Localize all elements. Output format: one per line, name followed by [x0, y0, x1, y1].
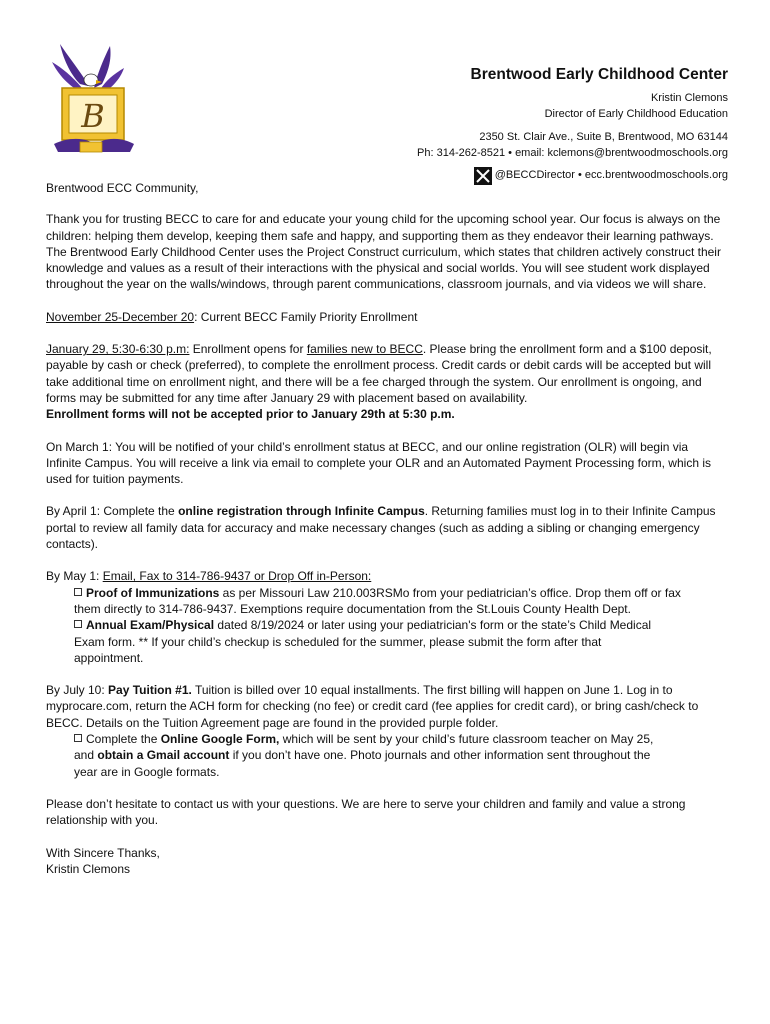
intro-paragraph: Thank you for trusting BECC to care for and educate your young child for the upcoming school year. Our focus is always on the children: helping them develop, keeping them safe and happy, and supporting them as they endeavor their learning pathways. The Brentwood Early Childhood Center uses the Project Construct curriculum, which states that children actively construct their knowledge and values as a result of their interactions with the physical and social worlds. You will see student work displayed throughout the year on the walls/windows, through parent communications, classroom journals, and via videos we will share.	[46, 212, 721, 292]
checkbox-icon	[74, 620, 82, 628]
new-families-text: families new to BECC	[306, 342, 423, 357]
address: 2350 St. Clair Ave., Suite B, Brentwood, MO 63144	[479, 131, 728, 143]
greeting: Brentwood ECC Community,	[46, 181, 199, 195]
checkbox-icon	[74, 588, 82, 596]
director-title: Director of Early Childhood Education	[544, 107, 728, 120]
letterhead	[268, 66, 728, 190]
director-name: Kristin Clemons	[650, 92, 728, 104]
organization-name: Brentwood Early Childhood Center	[470, 66, 728, 83]
signature-name: Kristin Clemons	[46, 861, 131, 876]
signoff: With Sincere Thanks,	[46, 845, 160, 860]
checkbox-icon	[74, 734, 82, 742]
may-section: By May 1: Email, Fax to 314-786-9437 or Drop Off in-Person: Proof of Immunizations as per Missouri Law 210.003RSMo from your pediatrician’s office. Drop them off or fax them directly to 314-786-9437. Exemptions require documentation from the St.Louis County Health Dept. Annual Exam/Physical dated 8/19/2024 or later using your pediatrician's form or the state’s Child Medical Exam form. ** If your child’s checkup is scheduled for the summer, please submit the form after that appointment.	[46, 568, 726, 666]
november-date: November 25-December 20	[46, 309, 195, 324]
google-form-item: Complete the Online Google Form, which will be sent by your child’s future classroom teacher on May 25,	[46, 731, 726, 747]
march-paragraph: On March 1: You will be notified of your child’s enrollment status at BECC, and our online registration (OLR) will begin via Infinite Campus. You will receive a link via email to complete your OLR and an Automated Payment Processing form, which is used for tuition payments.	[46, 439, 711, 487]
immunizations-item: Proof of Immunizations as per Missouri Law 210.003RSMo from your pediatrician’s office. Drop them off or fax	[46, 585, 726, 601]
january-date: January 29, 5:30-6:30 p.m:	[46, 342, 190, 357]
letter-body	[46, 180, 726, 877]
school-logo	[50, 38, 138, 160]
svg-text:B: B	[81, 97, 105, 135]
july-section: By July 10: Pay Tuition #1. Tuition is billed over 10 equal installments. The first billing will happen on June 1. Log in to myprocare.com, return the ACH form for checking (no fee) or credit card (fee applies for credit card), or bring cash/check to BECC. Details on the Tuition Agreement page are found in the provided purple folder. Complete the Online Google Form, which will be sent by your child’s future classroom teacher on May 25, and obtain a Gmail account if you don’t have one. Photo journals and other information sent throughout the year are in Google formats.	[46, 682, 726, 780]
closing-paragraph: Please don’t hesitate to contact us with your questions. We are here to serve your children and family and value a strong relationship with you.	[46, 796, 686, 828]
april-paragraph: By April 1: Complete the online registration through Infinite Campus. Returning families must log in to their Infinite Campus portal to review all family data for accuracy and make necessary changes (such as adding a sibling or changing emergency contacts).	[46, 504, 716, 552]
contact-info: Ph: 314-262-8521 • email: kclemons@brentwoodmoschools.org	[417, 146, 728, 159]
january-paragraph: January 29, 5:30-6:30 p.m: Enrollment opens for families new to BECC. Please bring the enrollment form and a $100 deposit, payable by cash or check (preferred), to complete the enrollment process. Credit cards or debit cards will be accepted but will take additional time on enrollment night, and there will be a fee charged through the system. Our enrollment is ongoing, and forms may be submitted for any time after January 29 with placement based on availability. Enrollment forms will not be accepted prior to January 29th at 5:30 p.m.	[46, 342, 712, 422]
may-heading: Email, Fax to 314-786-9437 or Drop Off in-Person:	[102, 569, 372, 584]
social-handle: @BECCDirector • ecc.brentwoodmoschools.org	[494, 169, 728, 182]
enrollment-deadline-note: Enrollment forms will not be accepted prior to January 29th at 5:30 p.m.	[46, 407, 455, 422]
november-paragraph: November 25-December 20: Current BECC Family Priority Enrollment	[46, 309, 418, 324]
physical-exam-item: Annual Exam/Physical dated 8/19/2024 or later using your pediatrician's form or the state’s Child Medical	[46, 617, 726, 633]
